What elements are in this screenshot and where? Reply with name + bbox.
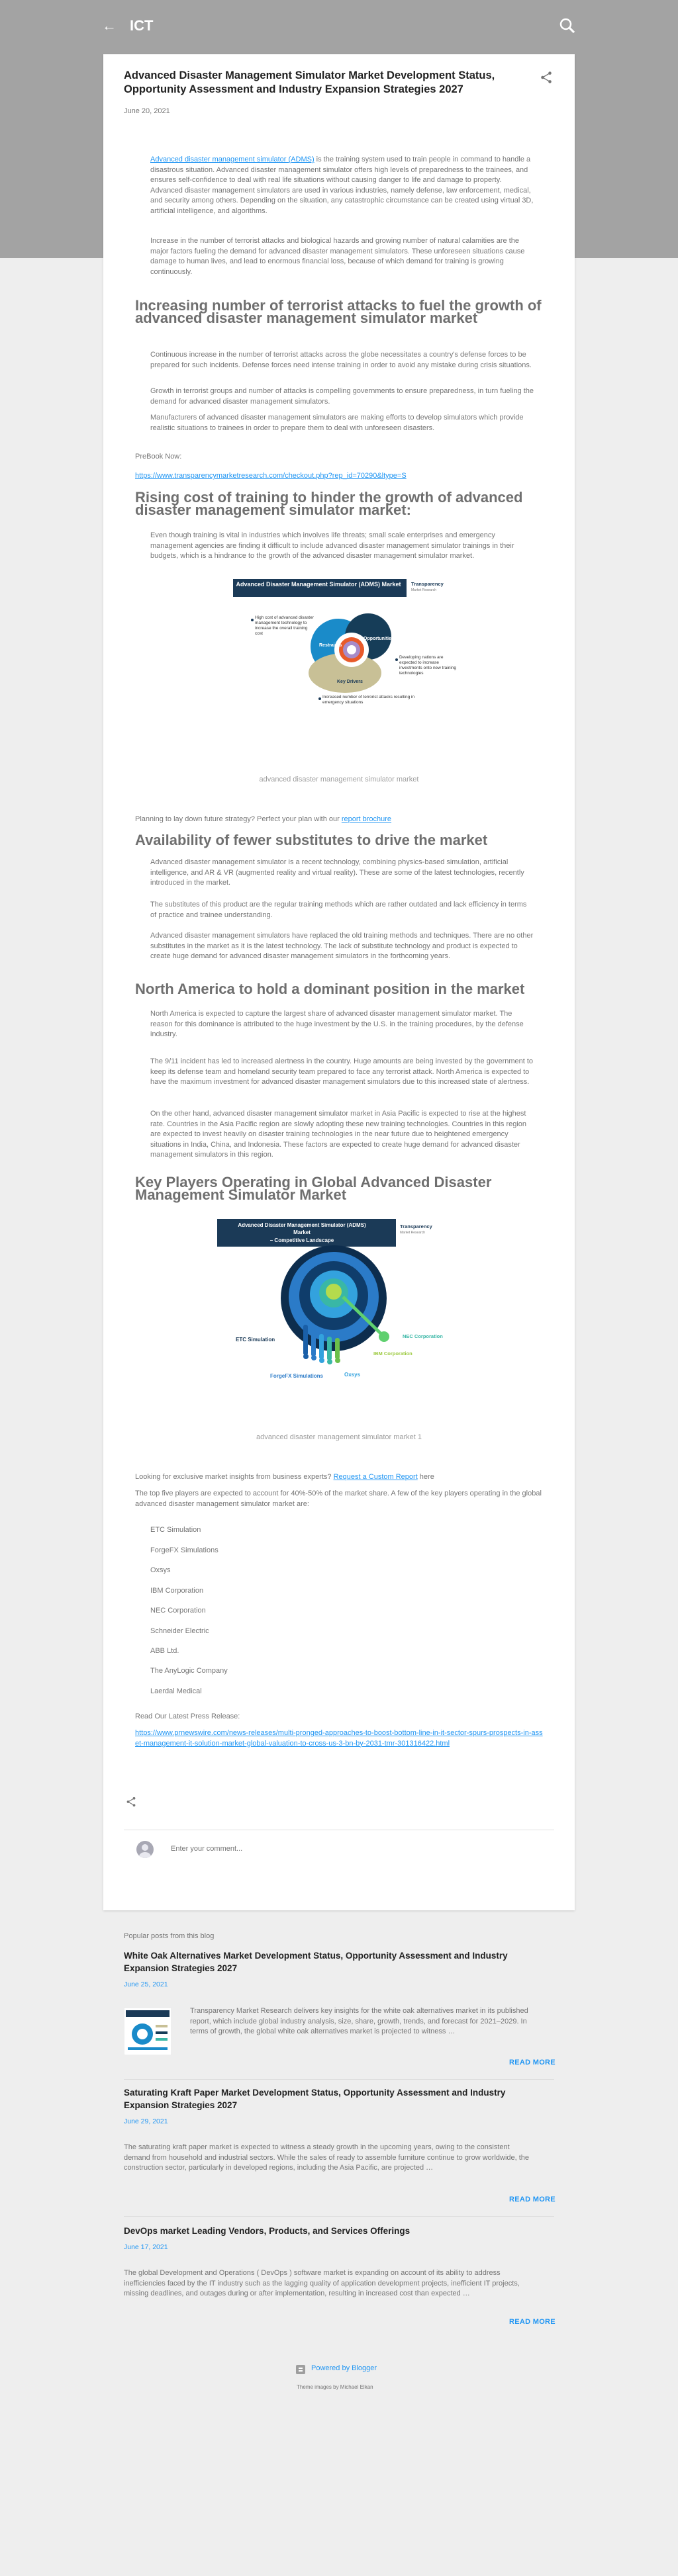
list-item: IBM Corporation xyxy=(150,1587,204,1595)
list-item: The AnyLogic Company xyxy=(150,1667,228,1675)
post-title: Advanced Disaster Management Simulator Market Development Status, Opportunity Assessment and Industry Expansion Strategies 2027 xyxy=(124,69,495,95)
callout-opportunity: Developing nations are expected to increase investments onto new training technologies xyxy=(399,655,456,676)
section-heading: Rising cost of training to hinder the growth of advanced disaster management simulator market: xyxy=(135,489,523,518)
key-drivers-label: Key Drivers xyxy=(337,680,363,684)
popular-post-date[interactable]: June 17, 2021 xyxy=(124,2243,168,2251)
image-caption: advanced disaster management simulator market xyxy=(259,776,419,783)
landscape-subtitle: – Competitive Landscape xyxy=(269,1237,334,1243)
brand-subtitle-2: Market Research xyxy=(400,1231,426,1235)
paragraph-intro xyxy=(150,155,534,217)
list-item: NEC Corporation xyxy=(150,1607,206,1615)
brochure-link[interactable]: report brochure xyxy=(341,815,392,823)
app-bar xyxy=(0,0,678,53)
popular-posts-heading: Popular posts from this blog xyxy=(124,1932,215,1940)
list-item: ETC Simulation xyxy=(150,1526,201,1534)
brand-subtitle: Market Research xyxy=(411,588,437,592)
adms-link[interactable]: Advanced disaster management simulator (ADMS) xyxy=(150,155,315,163)
press-release-link[interactable]: https://www.prnewswire.com/news-releases/multi-pronged-approaches-to-boost-bottom-line-in-it-sector-spurs-prospects-in-asset-management-it-solution-market-global-valuation-to-cross-us-3-bn-by-2031-tmr-301316422.html xyxy=(135,1729,543,1748)
back-arrow-icon[interactable]: ← xyxy=(102,17,117,34)
brand-logo: Transparency xyxy=(411,581,444,587)
paragraph: Increase in the number of terrorist attacks and biological hazards and growing number of natural calamities are the major factors fueling the demand for advanced disaster management simulators. These unforeseen situations cause damage to human lives, and lead to enormous financial loss, because of which demand for training is growing continuously. xyxy=(150,237,525,276)
image-caption: advanced disaster management simulator market 1 xyxy=(256,1433,422,1441)
player-label: NEC Corporation xyxy=(403,1333,443,1339)
paragraph: Manufacturers of advanced disaster management simulators are making efforts to develop simulators which provide realistic situations to trainees in order to prepare them to deal with unforeseen disasters. xyxy=(150,414,524,432)
powered-by-link[interactable]: Powered by Blogger xyxy=(311,2364,377,2372)
intro-text: is the training system used to train people in command to handle a disastrous situation. Advanced disaster management simulator offers high levels of preparedness to the trainees, and ensures self-confidence to deal with real life situations without causing danger to life and damage to property. Advanced disaster management simulators are used in various industries, namely defense, law enforcement, medical, and security among others. Depending on the situation, any catastrophic circumstance can be created using virtual 3D, artificial intelligence, and algorithms. xyxy=(150,155,534,215)
search-icon[interactable] xyxy=(557,16,577,36)
popular-post-snippet: The global Development and Operations ( DevOps ) software market is expanding on account of its ability to address inefficiencies faced by the IT industry such as the lagging quality of application development projects, inefficient IT projects, missing deadlines, and outages during or after implementation, resulting in increased cost than expected … xyxy=(124,2269,520,2298)
list-item: Schneider Electric xyxy=(150,1627,209,1635)
paragraph: The 9/11 incident has led to increased alertness in the country. Huge amounts are being invested by the government to keep its defense team and homeland security team prepared to face any terrorist attack. North America is expected to have the maximum investment for advanced disaster management simulators due to this increased state of alertness. xyxy=(150,1057,534,1087)
read-more-link[interactable]: READ MORE xyxy=(509,2318,556,2326)
paragraph: On the other hand, advanced disaster management simulator market in Asia Pacific is expected to rise at the highest rate. Countries in the Asia Pacific region are slowly adopting these new training technologies. Countries in this region are expected to invest heavily on disaster training technologies in the near future due to heightened emergency situations in India, China, and Indonesia. These factors are expected to create huge demand for advanced disaster management simulators in this region. xyxy=(150,1110,527,1159)
paragraph: Continuous increase in the number of terrorist attacks across the globe necessitates a country's defense forces to be prepared for such incidents. Defense forces need intense training in order to avoid any mistake during crisis situations. xyxy=(150,351,532,369)
popular-post-thumbnail[interactable] xyxy=(124,2008,171,2055)
list-item: Laerdal Medical xyxy=(150,1687,202,1695)
opportunities-label: Opportunities xyxy=(363,637,394,641)
read-more-link[interactable]: READ MORE xyxy=(509,2059,556,2066)
divider xyxy=(124,2216,554,2217)
paragraph: Even though training is vital in industries which involves life threats; small scale enterprises and emergency management agencies are finding it difficult to include advanced disaster management simulator trainings in their budgets, which is a hindrance to the growth of the advanced disaster management simulator market. xyxy=(150,531,514,560)
share-icon[interactable] xyxy=(539,70,554,85)
blog-title[interactable]: ICT xyxy=(130,17,154,34)
paragraph: Growth in terrorist groups and number of attacks is compelling governments to ensure preparedness, in turn fueling the demand for advanced disaster management simulators. xyxy=(150,387,534,406)
paragraph: Advanced disaster management simulator is a recent technology, combining physics-based simulation, artificial intelligence, and AR & VR (augmented reality and virtual reality). These are some of the latest technologies, recently introduced in the market. xyxy=(150,858,524,887)
custom-report-tail: here xyxy=(417,1473,434,1481)
popular-post-snippet: Transparency Market Research delivers key insights for the white oak alternatives market in its published report, which include global industry analysis, size, share, growth, trends, and forecast for 2021–2029. In terms of growth, the global white oak alternatives market is projected to witness … xyxy=(190,2007,528,2036)
list-item: ForgeFX Simulations xyxy=(150,1546,218,1554)
comment-input[interactable]: Enter your comment... xyxy=(171,1845,243,1853)
player-label: ETC Simulation xyxy=(236,1337,275,1343)
section-heading: Availability of fewer substitutes to drive the market xyxy=(135,832,488,848)
brochure-text: Planning to lay down future strategy? Perfect your plan with our xyxy=(135,815,342,823)
list-item: Oxsys xyxy=(150,1566,171,1574)
adms-market-infographic[interactable] xyxy=(232,577,458,719)
competitive-landscape-infographic[interactable] xyxy=(217,1219,456,1384)
share-icon[interactable] xyxy=(125,1796,137,1808)
blogger-icon[interactable] xyxy=(296,2365,305,2374)
popular-post-date[interactable]: June 25, 2021 xyxy=(124,1980,168,1988)
section-heading: North America to hold a dominant position in the market xyxy=(135,981,525,997)
prebook-label: PreBook Now: xyxy=(135,453,182,461)
post-date: June 20, 2021 xyxy=(124,107,170,115)
custom-report-line xyxy=(135,1472,546,1483)
landscape-title-2: Market xyxy=(293,1229,311,1235)
player-label: Oxsys xyxy=(344,1372,361,1378)
custom-report-link[interactable]: Request a Custom Report xyxy=(333,1473,418,1481)
brochure-line xyxy=(135,815,546,825)
player-label: IBM Corporation xyxy=(373,1351,412,1356)
paragraph: Advanced disaster management simulators have replaced the old training methods and techniques. There are no other substitutes in the market as it is the latest technology. The lack of substitute technology and product is expected to create huge demand for advanced disaster management simulators in the forthcoming years. xyxy=(150,932,534,961)
theme-credit: Theme images by Michael Elkan xyxy=(297,2384,373,2390)
avatar xyxy=(136,1841,154,1858)
section-heading: Increasing number of terrorist attacks to fuel the growth of advanced disaster management simulator market xyxy=(135,297,542,326)
section-heading: Key Players Operating in Global Advanced Disaster Management Simulator Market xyxy=(135,1174,492,1203)
popular-post-title[interactable]: DevOps market Leading Vendors, Products, and Services Offerings xyxy=(124,2226,411,2236)
popular-post-date[interactable]: June 29, 2021 xyxy=(124,2117,168,2125)
read-more-link[interactable]: READ MORE xyxy=(509,2196,556,2203)
landscape-title: Advanced Disaster Management Simulator (ADMS) xyxy=(238,1222,366,1228)
prebook-link[interactable]: https://www.transparencymarketresearch.com/checkout.php?rep_id=70290&ltype=S xyxy=(135,472,407,480)
restraints-label: Restraints xyxy=(319,643,342,648)
list-item: ABB Ltd. xyxy=(150,1647,179,1655)
popular-post-title[interactable]: Saturating Kraft Paper Market Development Status, Opportunity Assessment and Industry Expansion Strategies 2027 xyxy=(124,2088,506,2110)
paragraph: The substitutes of this product are the regular training methods which are rather outdated and lack efficiency in terms of practice and trainee understanding. xyxy=(150,901,527,919)
brand-logo-2: Transparency xyxy=(400,1223,432,1229)
paragraph: The top five players are expected to account for 40%-50% of the market share. A few of the key players operating in the global advanced disaster management simulator market are: xyxy=(135,1489,542,1508)
press-release-label: Read Our Latest Press Release: xyxy=(135,1712,240,1720)
paragraph: North America is expected to capture the largest share of advanced disaster management simulator market. The reason for this dominance is attributed to the huge investment by the U.S. in the training procedures, by the defense industry. xyxy=(150,1010,524,1039)
player-label: ForgeFX Simulations xyxy=(270,1373,324,1379)
custom-report-text: Looking for exclusive market insights from business experts? xyxy=(135,1473,334,1481)
divider xyxy=(124,2079,554,2080)
popular-post-snippet: The saturating kraft paper market is expected to witness a steady growth in the upcoming years, owing to the consistent demand from household and industrial sectors. While the sales of ready to assemble furniture continue to grow worldwide, the construction sector, particularly in developed regions, including the Asia Pacific, are projected … xyxy=(124,2143,530,2172)
callout-restraint: High cost of advanced disaster management technology to increase the overall training cost xyxy=(255,615,314,636)
infographic-title: Advanced Disaster Management Simulator (ADMS) Market xyxy=(236,581,401,588)
callout-driver: Increased number of terrorist attacks resulting in emergency situations xyxy=(322,695,415,705)
popular-post-title[interactable]: White Oak Alternatives Market Development Status, Opportunity Assessment and Industry Expansion Strategies 2027 xyxy=(124,1951,508,1973)
post-card xyxy=(103,54,575,1910)
